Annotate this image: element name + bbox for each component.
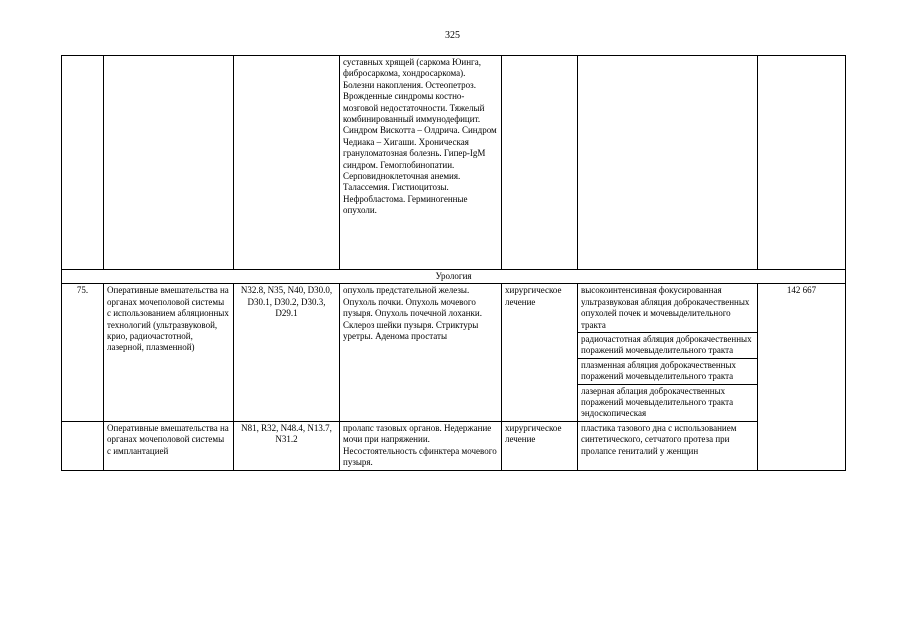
row-number: 75. xyxy=(62,284,104,421)
row-codes: N32.8, N35, N40, D30.0, D30.1, D30.2, D30.3, D29.1 xyxy=(234,284,340,421)
row-treatment: хирургическое лечение xyxy=(502,421,578,470)
row-method: плазменная абляция доброкачественных поражений мочевыделительного тракта xyxy=(578,358,758,384)
row-treatment: хирургическое лечение xyxy=(502,284,578,421)
table-row xyxy=(62,284,846,333)
row-number xyxy=(62,421,104,470)
medical-care-table xyxy=(61,55,846,471)
row-diseases: опухоль предстательной железы. Опухоль почки. Опухоль мочевого пузыря. Опухоль почечной лоханки. Склероз шейки пузыря. Стриктуры уретры. Аденома простаты xyxy=(340,284,502,421)
row-intervention: Оперативные вмешательства на органах мочеполовой системы с имплантацией xyxy=(104,421,234,470)
continuation-row xyxy=(62,56,846,270)
page-number: 325 xyxy=(445,30,460,41)
section-row xyxy=(62,270,846,284)
cell-intervention xyxy=(104,56,234,270)
cell-treatment xyxy=(502,56,578,270)
cell-codes xyxy=(234,56,340,270)
cell-number xyxy=(62,56,104,270)
row-method: высокоинтенсивная фокусированная ультразвуковая абляция доброкачественных опухолей почек и мочевыделительного тракта xyxy=(578,284,758,333)
cell-cost xyxy=(758,56,846,270)
cell-methods xyxy=(578,56,758,270)
section-title: Урология xyxy=(62,270,846,284)
row-intervention: Оперативные вмешательства на органах мочеполовой системы с использованием абляционных технологий (ультразвуковой, крио, радиочастотной, лазерной, плазменной) xyxy=(104,284,234,421)
row-method: лазерная аблация доброкачественных поражений мочевыделительного тракта эндоскопическая xyxy=(578,384,758,421)
cell-diseases: суставных хрящей (саркома Юинга, фибросаркома, хондросаркома). Болезни накопления. Остеопетроз. Врожденные синдромы костно-мозговой недостаточности. Тяжелый комбинированный иммунодефицит. Синдром Вискотта – Олдрича. Синдром Чедиака – Хигаши. Хроническая грануломатозная болезнь. Гипер-IgM синдром. Гемоглобинопатии. Серповидноклеточная анемия. Талассемия. Гистиоцитозы. Нефробластома. Герминогенные опухоли. xyxy=(340,56,502,270)
row-codes: N81, R32, N48.4, N13.7, N31.2 xyxy=(234,421,340,470)
row-diseases: пролапс тазовых органов. Недержание мочи при напряжении. Несостоятельность сфинктера мочевого пузыря. xyxy=(340,421,502,470)
table-row xyxy=(62,421,846,470)
row-cost: 142 667 xyxy=(758,284,846,470)
row-method: радиочастотная абляция доброкачественных поражений мочевыделительного тракта xyxy=(578,333,758,359)
row-method: пластика тазового дна с использованием синтетического, сетчатого протеза при пролапсе гениталий у женщин xyxy=(578,421,758,470)
